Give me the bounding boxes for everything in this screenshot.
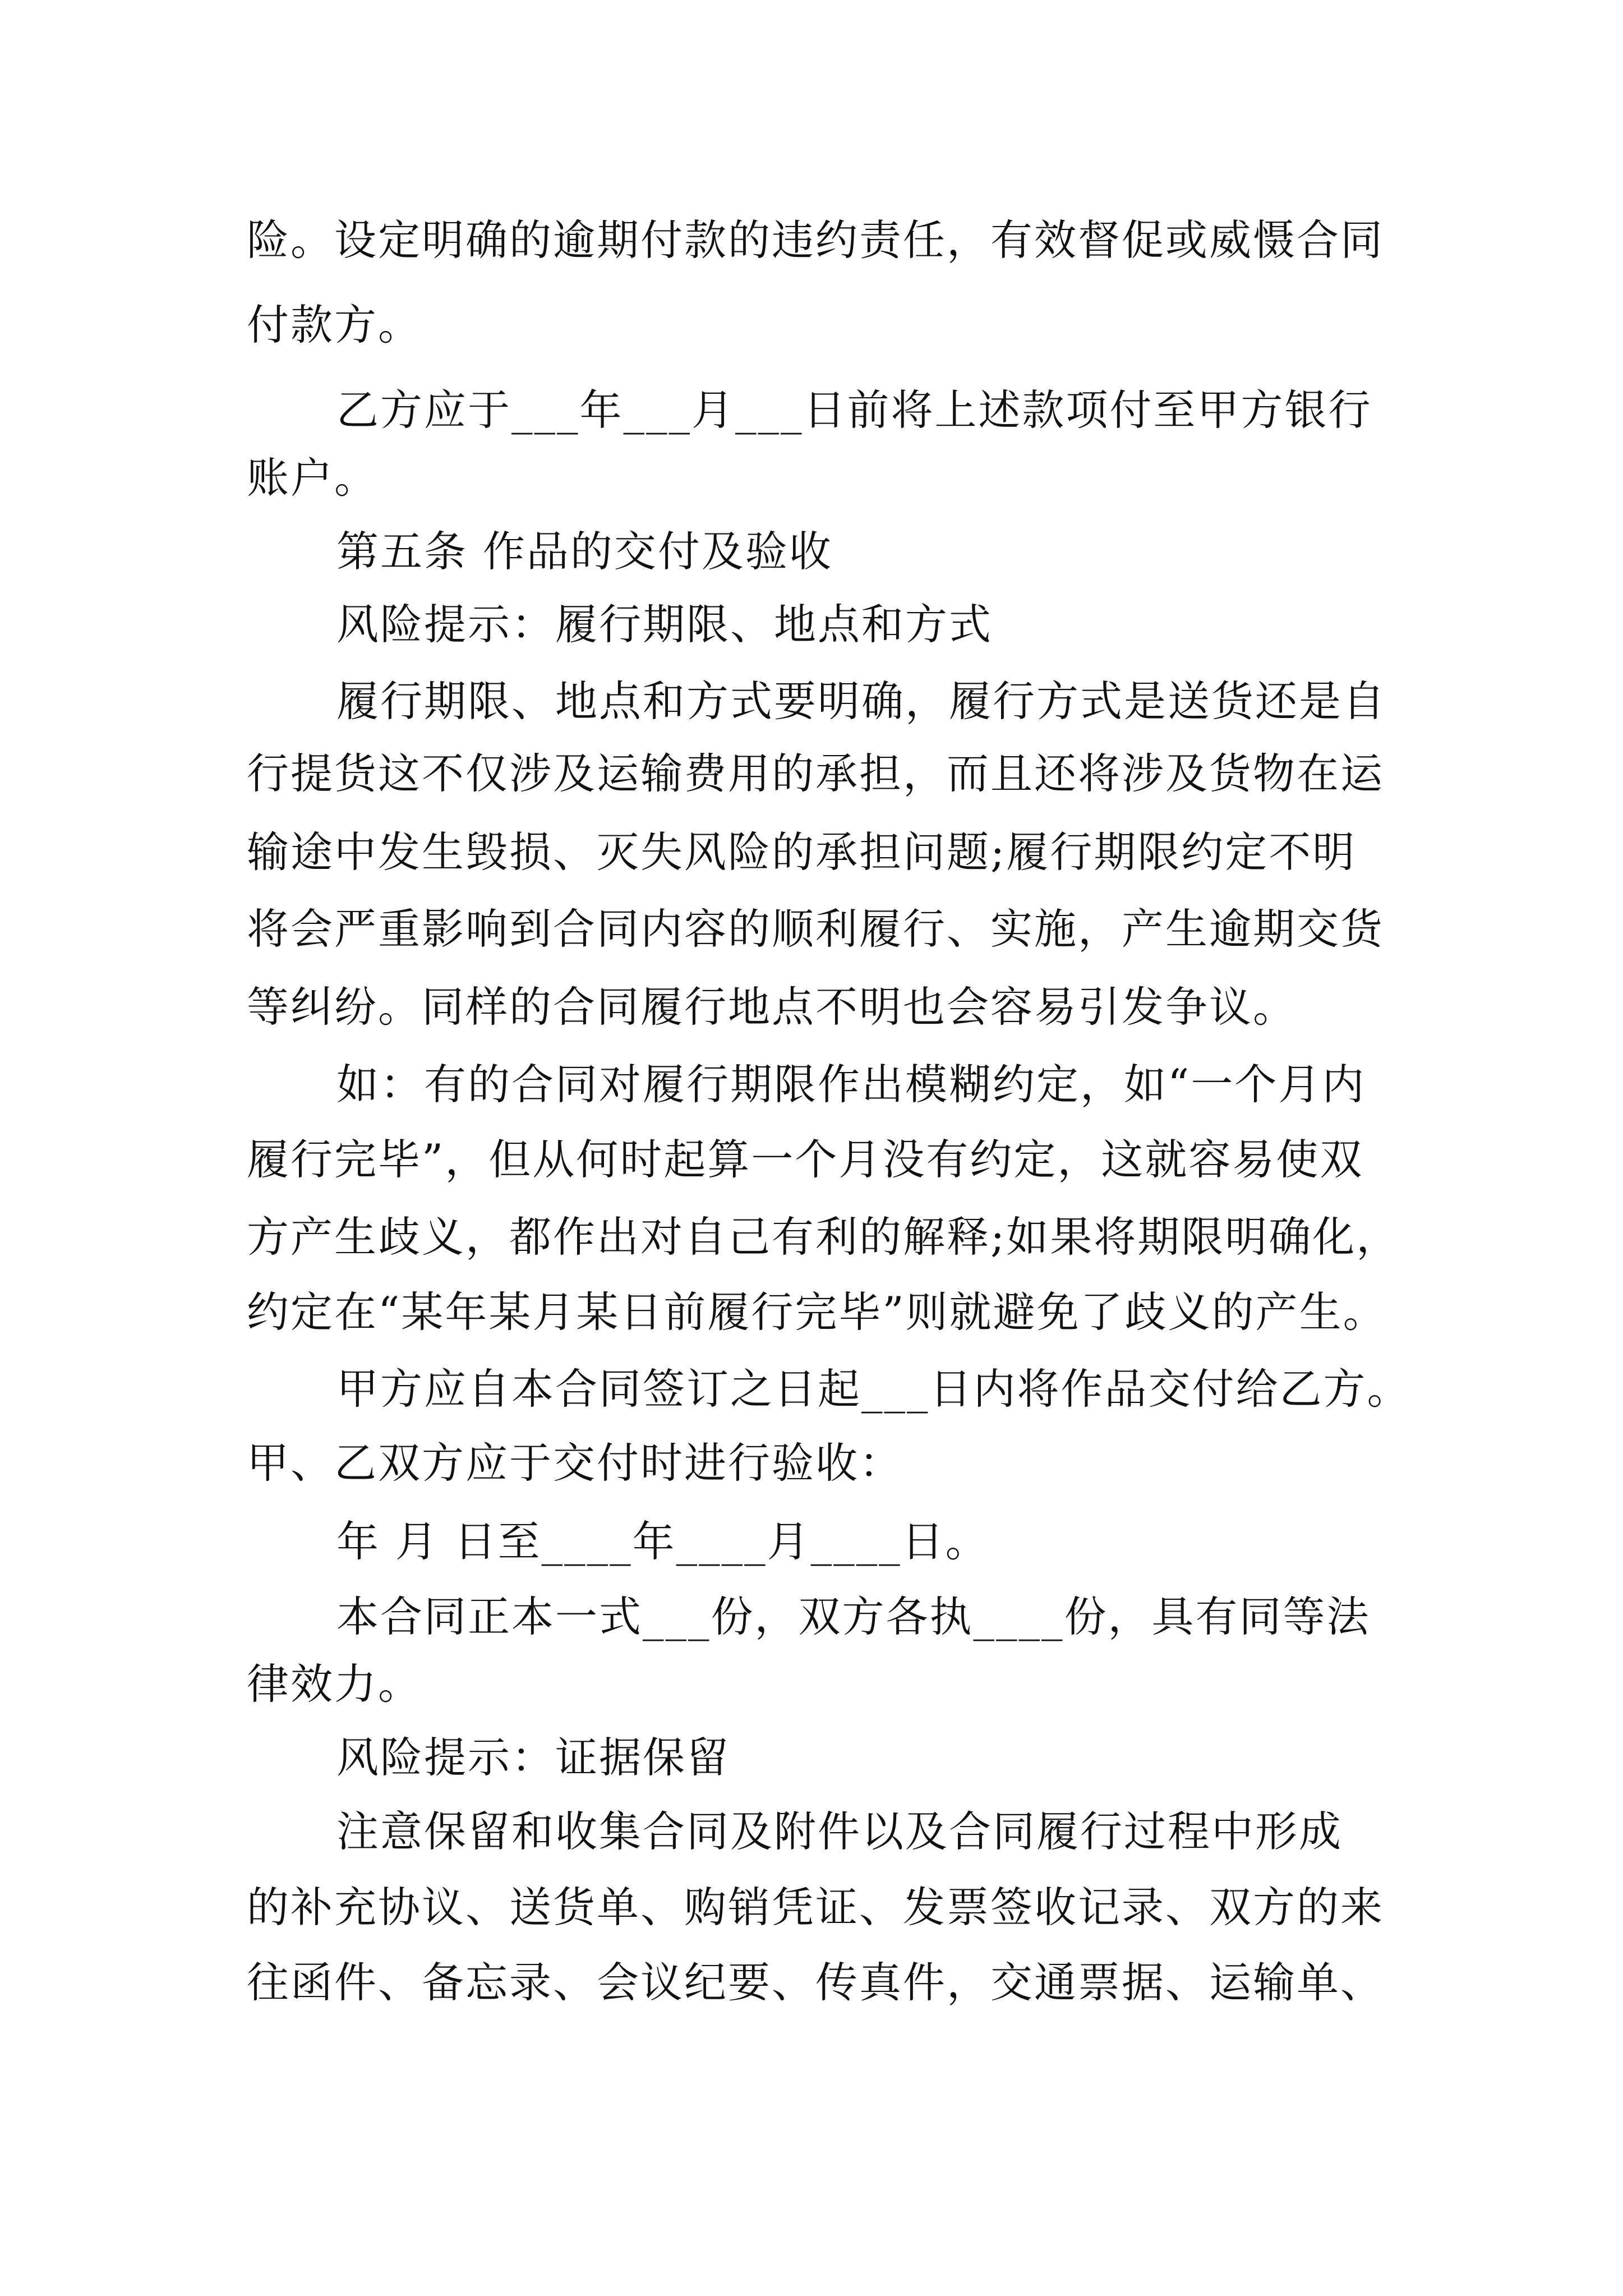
text-line: 的补充协议、送货单、购销凭证、发票签收记录、双方的来 (247, 1883, 1385, 1932)
text-line: 注意保留和收集合同及附件以及合同履行过程中形成 (336, 1807, 1343, 1856)
text-line: 本合同正本一式___份，双方各执____份，具有同等法 (336, 1592, 1371, 1641)
text-line: 账户。 (247, 453, 379, 503)
text-line: 等纠纷。同样的合同履行地点不明也会容易引发争议。 (247, 982, 1297, 1032)
text-line: 行提货这不仅涉及运输费用的承担，而且还将涉及货物在运 (247, 749, 1385, 798)
text-line: 险。设定明确的逾期付款的违约责任，有效督促或威慑合同 (247, 215, 1385, 265)
text-line: 履行完毕”，但从何时起算一个月没有约定，这就容易使双 (247, 1135, 1364, 1184)
text-line: 付款方。 (247, 300, 422, 349)
risk-tip-heading: 风险提示：证据保留 (336, 1733, 731, 1782)
text-line: 律效力。 (247, 1659, 422, 1709)
text-line: 输途中发生毁损、灭失风险的承担问题;履行期限约定不明 (247, 827, 1357, 877)
section-heading: 第五条 作品的交付及验收 (336, 527, 833, 576)
text-line: 甲、乙双方应于交付时进行验收： (247, 1438, 903, 1488)
text-line: 将会严重影响到合同内容的顺利履行、实施，产生逾期交货 (247, 904, 1385, 954)
text-line: 乙方应于___年___月___日前将上述款项付至甲方银行 (336, 385, 1372, 435)
text-line: 履行期限、地点和方式要明确，履行方式是送货还是自 (336, 677, 1387, 726)
text-line: 年 月 日至____年____月____日。 (336, 1517, 989, 1566)
text-line: 约定在“某年某月某日前履行完毕”则就避免了歧义的产生。 (247, 1287, 1387, 1337)
text-line: 方产生歧义，都作出对自己有利的解释;如果将期限明确化， (247, 1212, 1400, 1262)
risk-tip-heading: 风险提示：履行期限、地点和方式 (336, 600, 993, 649)
text-line: 甲方应自本合同签订之日起___日内将作品交付给乙方。 (336, 1364, 1411, 1414)
text-line: 往函件、备忘录、会议纪要、传真件，交通票据、运输单、 (247, 1958, 1385, 2007)
text-line: 如：有的合同对履行期限作出模糊约定，如“一个月内 (336, 1060, 1366, 1109)
